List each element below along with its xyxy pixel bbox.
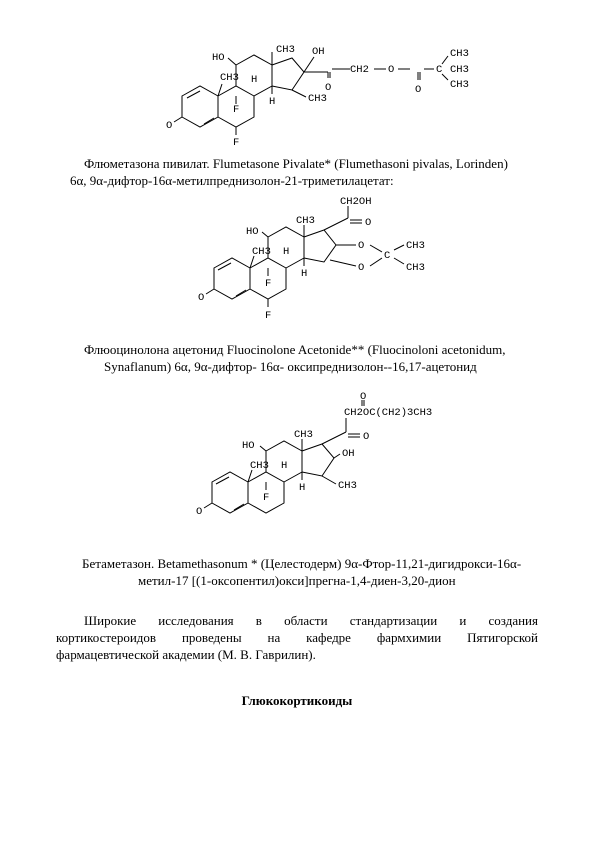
struct2-c-acet-label: C [384,250,391,262]
struct2-ho-label: HO [246,226,259,238]
betamethasone-structure [0,390,594,540]
struct3-ch3-a-label: CH3 [294,429,313,441]
struct2-h8-label: H [283,246,290,258]
struct2-ch3-2-label: CH3 [406,262,425,274]
caption-flumetasone [70,155,560,189]
struct1-ho-label: HO [212,52,225,64]
paragraph-line1-word: исследования [158,613,234,628]
paragraph-line1-word: Широкие [84,613,137,628]
struct2-o3-label: O [198,292,205,304]
struct2-ch3-b-label: CH3 [252,246,271,258]
paragraph-line1-word: стандартизации [349,613,438,628]
paragraph-line2-word: на [267,630,281,645]
paragraph-line1-word: и [459,613,467,628]
struct1-ch3-b-label: CH3 [220,72,239,84]
paragraph-line1 [56,612,538,629]
research-paragraph [56,612,538,663]
paragraph-line1-word: в [255,613,262,628]
caption-fluocinolone-line1: Флюоцинолона ацетонид Fluocinolone Acetonide** (Fluocinoloni acetonidum, [84,342,506,357]
struct1-c-quat-label: C [436,64,443,76]
struct1-o-ester-label: O [388,64,395,76]
struct2-h14-label: H [301,268,308,280]
struct1-o-keto-label: O [325,82,332,94]
flumetasone-pivalate-structure [0,0,594,160]
struct3-ch3-b-label: CH3 [250,460,269,472]
paragraph-line2-word: проведены [181,630,242,645]
struct1-h14-label: H [269,96,276,108]
struct2-ch3-a-label: CH3 [296,215,315,227]
struct1-ch3-16-label: CH3 [308,93,327,105]
paragraph-line2 [56,629,538,646]
paragraph-line1-word: создания [488,613,538,628]
struct3-h14-label: H [299,482,306,494]
struct3-o-keto-label: O [363,431,370,443]
struct1-h8-label: H [251,74,258,86]
caption-betamethasone [82,555,572,589]
struct1-oh-label: OH [312,46,325,58]
caption-fluocinolone-line2: Synaflanum) 6α, 9α-дифтор- 16α- оксипреднизолон--16,17-ацетонид [104,359,477,374]
caption-betamethasone-line1: Бетаметазон. Betamethasonum * (Целестодерм) 9α-Фтор-11,21-дигидрокси-16α- [82,556,522,571]
struct2-o2-label: O [358,262,365,274]
section-heading: Глюкокортикоиды [241,693,353,708]
struct2-f9-label: F [265,278,272,290]
struct1-ch2-label: CH2 [350,64,369,76]
caption-betamethasone-line2: метил-17 [(1-оксопентил)окси]прегна-1,4-диен-3,20-дион [138,573,456,588]
struct3-ho-label: HO [242,440,255,452]
struct1-f9-label: F [233,104,240,116]
struct1-f6-label: F [233,137,240,149]
paragraph-line3: фармацевтической академии (М. В. Гаврилин). [56,647,316,662]
struct2-ch3-1-label: CH3 [406,240,425,252]
struct1-ch3-t1-label: CH3 [450,48,469,60]
struct1-ch3-t3-label: CH3 [450,79,469,91]
caption-flumetasone-line1: Флюметазона пивилат. Flumetasone Pivalate* (Flumethasoni pivalas, Lorinden) [84,156,508,171]
struct1-o-carbonyl-label: O [415,84,422,96]
struct2-o1-label: O [358,240,365,252]
struct1-ch3-a-label: CH3 [276,44,295,56]
struct3-h8-label: H [281,460,288,472]
paragraph-line1-word: области [284,613,328,628]
struct2-ch2oh-label: CH2OH [340,196,372,208]
fluocinolone-acetonide-structure [0,190,594,340]
paragraph-line2-word: кортикостероидов [56,630,157,645]
paragraph-line2-word: Пятигорской [467,630,538,645]
caption-flumetasone-line2: 6α, 9α-дифтор-16α-метилпреднизолон-21-триметилацетат: [70,173,394,188]
struct3-o-ester-label: O [360,391,367,403]
paragraph-line2-word: фармхимии [376,630,442,645]
struct2-o-keto-label: O [365,217,372,229]
struct3-side-chain-label: CH2OC(CH2)3CH3 [344,407,433,419]
paragraph-line2-word: кафедре [306,630,351,645]
struct1-o3-label: O [166,120,173,132]
struct2-f6-label: F [265,310,272,322]
caption-fluocinolone [84,341,564,375]
struct3-ch3-16-label: CH3 [338,480,357,492]
struct1-ch3-t2-label: CH3 [450,64,469,76]
struct3-f9-label: F [263,492,270,504]
struct3-oh-label: OH [342,448,355,460]
struct3-o3-label: O [196,506,203,518]
